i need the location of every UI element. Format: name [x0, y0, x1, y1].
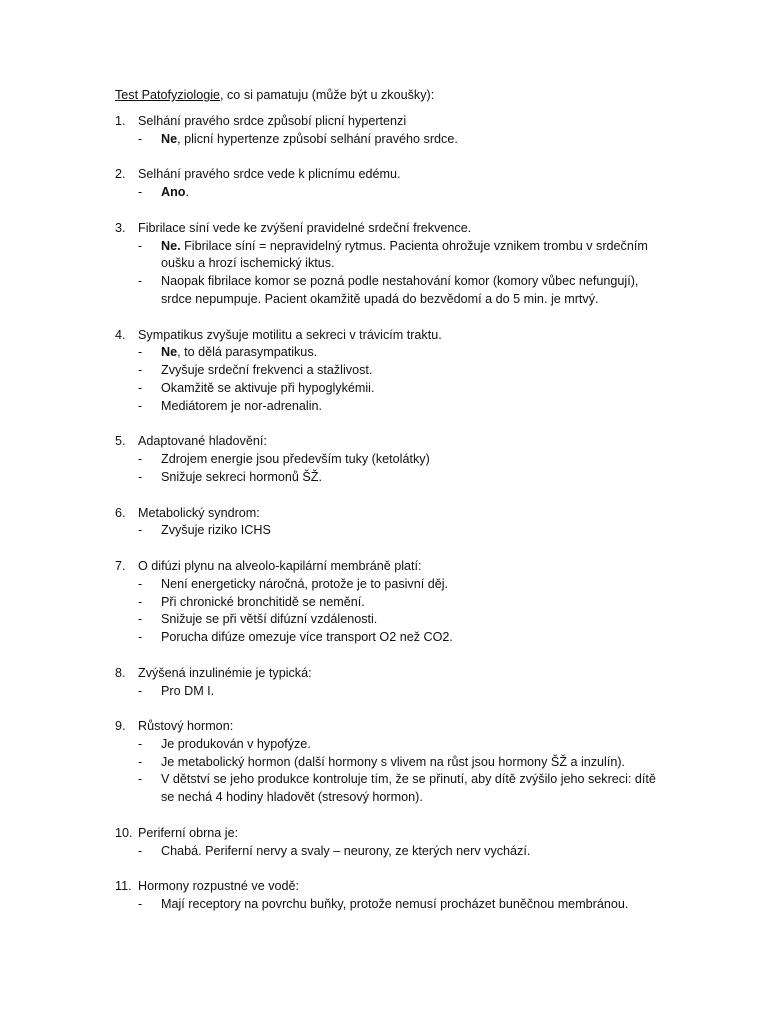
question-list [0, 113, 768, 932]
answer-item [0, 629, 768, 647]
answer-text: Je produkován v hypofýze. [161, 736, 311, 751]
question-number: 9. [115, 719, 126, 734]
answer-verdict: Ne [161, 131, 178, 146]
answer-text: Porucha difúze omezuje více transport O2 než CO2. [161, 630, 453, 645]
bullet-dash: - [138, 380, 143, 395]
bullet-dash: - [138, 612, 143, 627]
question-line [0, 718, 768, 736]
page-title [115, 87, 434, 105]
question-item [0, 327, 768, 416]
answer-text: , to dělá parasympatikus. [177, 345, 318, 360]
bullet-dash: - [138, 131, 143, 146]
bullet-dash: - [138, 843, 143, 858]
answer-text: Mají receptory na povrchu buňky, protože nemusí procházet buněčnou membránou. [161, 897, 629, 912]
question-text: Selhání pravého srdce způsobí plicní hypertenzi [138, 114, 407, 128]
answer-item [0, 896, 768, 914]
question-item [0, 558, 768, 647]
question-number: 11. [115, 879, 132, 894]
bullet-dash: - [138, 274, 143, 289]
question-number: 10. [115, 825, 133, 840]
question-number: 1. [115, 114, 126, 128]
answer-item [0, 683, 768, 701]
bullet-dash: - [138, 469, 143, 484]
question-line [0, 113, 768, 131]
answer-text: . [185, 185, 189, 200]
question-item [0, 166, 768, 202]
answer-item [0, 380, 768, 398]
bullet-dash: - [138, 897, 143, 912]
question-item [0, 878, 768, 914]
answer-text: Zdrojem energie jsou především tuky (ketolátky) [161, 452, 430, 467]
answer-text: Pro DM I. [161, 683, 215, 698]
question-number: 7. [115, 558, 126, 573]
question-text: Fibrilace síní vede ke zvýšení pravidelné srdeční frekvence. [138, 220, 472, 235]
bullet-dash: - [138, 238, 143, 253]
answer-verdict: Ne [161, 345, 178, 360]
question-number: 8. [115, 665, 126, 680]
question-item [0, 718, 768, 807]
answer-text: Okamžitě se aktivuje při hypoglykémii. [161, 380, 375, 395]
title-rest: , co si pamatuju (může být u zkoušky): [220, 88, 435, 102]
bullet-dash: - [138, 594, 143, 609]
question-number: 6. [115, 505, 126, 520]
question-line [0, 665, 768, 683]
question-line [0, 166, 768, 184]
question-text: Adaptované hladovění: [138, 434, 267, 449]
question-number: 4. [115, 327, 126, 342]
bullet-dash: - [138, 345, 143, 360]
bullet-dash: - [138, 398, 143, 413]
answer-item [0, 736, 768, 754]
question-item [0, 825, 768, 861]
answer-item [0, 238, 768, 274]
question-text: Metabolický syndrom: [138, 505, 260, 520]
answer-item [0, 522, 768, 540]
answer-item [0, 344, 768, 362]
answer-item [0, 469, 768, 487]
question-text: Sympatikus zvyšuje motilitu a sekreci v trávicím traktu. [138, 327, 442, 342]
answer-text: Naopak fibrilace komor se pozná podle nestahování komor (komory vůbec nefungují), srdce nepumpuje. Pacient okamžitě upadá do bezvědomí a do 5 min. je mrtvý. [161, 274, 639, 306]
bullet-dash: - [138, 452, 143, 467]
answer-text: Není energeticky náročná, protože je to pasivní děj. [161, 576, 449, 591]
question-item [0, 505, 768, 541]
answer-text: V dětství se jeho produkce kontroluje tím, že se přinutí, aby dítě zvýšilo jeho sekreci: dítě se nechá 4 hodiny hladovět (stresový hormon). [161, 772, 656, 805]
answer-text: Zvyšuje srdeční frekvenci a stažlivost. [161, 363, 373, 378]
question-text: Hormony rozpustné ve vodě: [138, 879, 300, 894]
answer-item [0, 576, 768, 594]
bullet-dash: - [138, 576, 143, 591]
bullet-dash: - [138, 683, 143, 698]
answer-item [0, 611, 768, 629]
answer-item [0, 594, 768, 612]
question-line [0, 327, 768, 345]
question-number: 2. [115, 167, 126, 182]
answer-item [0, 451, 768, 469]
question-item [0, 220, 768, 309]
question-text: Periferní obrna je: [138, 825, 239, 840]
answer-text: Při chronické bronchitidě se nemění. [161, 594, 365, 609]
answer-verdict: Ano [161, 185, 186, 200]
answer-text: Fibrilace síní = nepravidelný rytmus. Pacienta ohrožuje vznikem trombu v srdečním oušku a hrozí ischemický iktus. [161, 238, 648, 271]
answer-text: Chabá. Periferní nervy a svaly – neurony, ze kterých nerv vychází. [161, 843, 531, 858]
bullet-dash: - [138, 523, 143, 538]
question-line [0, 433, 768, 451]
question-item [0, 113, 768, 149]
answer-item [0, 771, 768, 807]
question-line [0, 220, 768, 238]
answer-text: Mediátorem je nor-adrenalin. [161, 398, 323, 413]
question-text: O difúzi plynu na alveolo-kapilární membráně platí: [138, 558, 422, 573]
question-text: Selhání pravého srdce vede k plicnímu edému. [138, 167, 401, 182]
question-item [0, 665, 768, 701]
bullet-dash: - [138, 754, 143, 769]
answer-item [0, 184, 768, 202]
answer-item [0, 362, 768, 380]
question-line [0, 825, 768, 843]
question-line [0, 505, 768, 523]
answer-text: , plicní hypertenze způsobí selhání pravého srdce. [177, 131, 458, 146]
question-number: 3. [115, 220, 126, 235]
answer-text: Zvyšuje riziko ICHS [161, 523, 271, 538]
bullet-dash: - [138, 772, 143, 787]
bullet-dash: - [138, 363, 143, 378]
answer-text: Je metabolický hormon (další hormony s vlivem na růst jsou hormony ŠŽ a inzulín). [161, 754, 626, 769]
answer-item [0, 754, 768, 772]
answer-text: Snižuje sekreci hormonů ŠŽ. [161, 469, 322, 484]
answer-item [0, 843, 768, 861]
answer-item [0, 273, 768, 309]
bullet-dash: - [138, 736, 143, 751]
question-text: Růstový hormon: [138, 719, 234, 734]
title-underlined: Test Patofyziologie [115, 88, 221, 102]
answer-text: Snižuje se při větší difúzní vzdálenosti. [161, 612, 378, 627]
question-line [0, 878, 768, 896]
answer-item [0, 131, 768, 149]
question-line [0, 558, 768, 576]
answer-verdict: Ne. [161, 238, 181, 253]
bullet-dash: - [138, 630, 143, 645]
answer-item [0, 398, 768, 416]
question-number: 5. [115, 434, 126, 449]
question-item [0, 433, 768, 486]
question-text: Zvýšená inzulinémie je typická: [138, 665, 312, 680]
bullet-dash: - [138, 185, 143, 200]
